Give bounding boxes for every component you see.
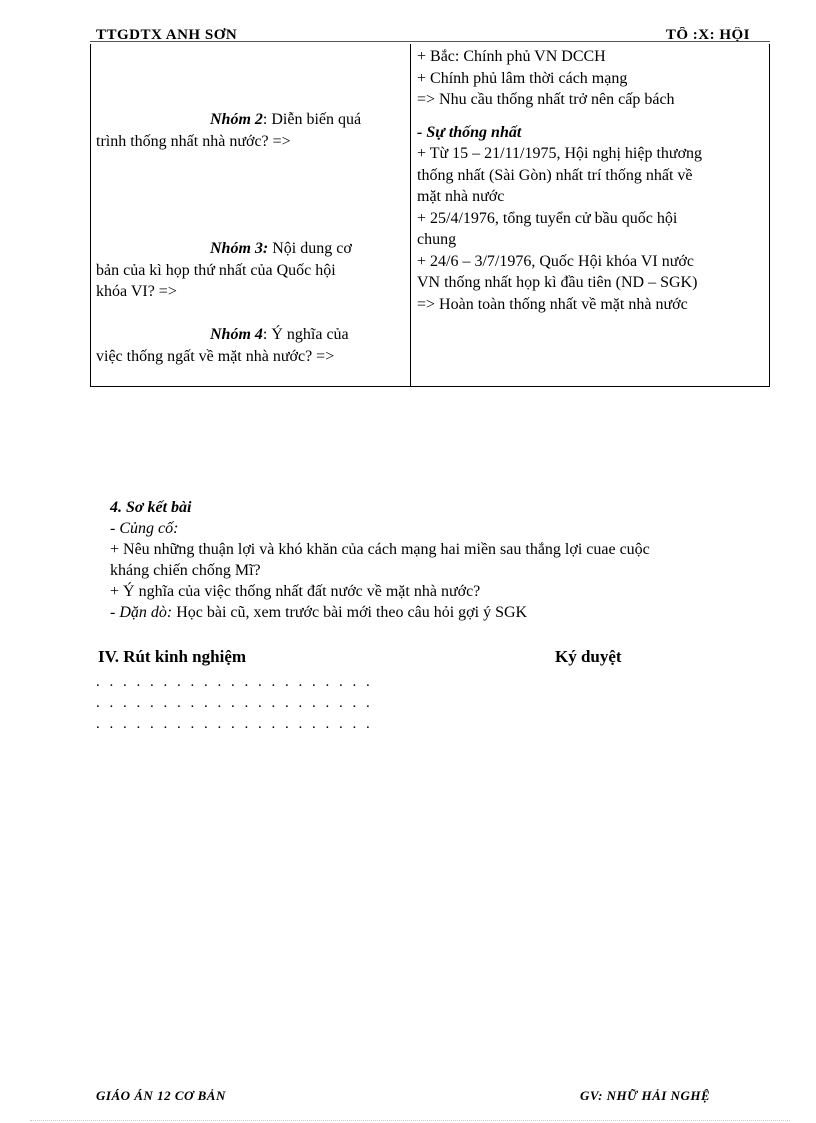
summary-item: + Nêu những thuận lợi và khó khăn của cách mạng hai miền sau thắng lợi cuae cuộc <box>110 541 650 558</box>
answer-line: mặt nhà nước <box>417 188 505 205</box>
dotted-line: . . . . . . . . . . . . . . . . . . . . . <box>96 695 373 711</box>
group2-text-2: trình thống nhất nhà nước? => <box>96 132 291 150</box>
unification-heading: - Sự thống nhất <box>417 123 522 141</box>
answer-line: VN thống nhất họp kì đầu tiên (ND – SGK) <box>417 274 698 291</box>
group3-text-1: Nội dung cơ <box>268 240 352 257</box>
group4-text-2: việc thống ngất về mặt nhà nước? => <box>96 347 335 365</box>
homework-label: - Dặn dò: <box>110 604 173 621</box>
header-school: TTGDTX ANH SƠN <box>96 27 238 41</box>
footer-divider <box>30 1120 790 1121</box>
group2-question <box>96 109 400 152</box>
answer-line: + 25/4/1976, tổng tuyển cử bầu quốc hội <box>417 209 678 227</box>
answer-line: + Từ 15 – 21/11/1975, Hội nghị hiệp thương <box>417 145 703 162</box>
group2-label: Nhóm 2 <box>210 111 263 128</box>
approval-label: Ký duyệt <box>555 647 622 666</box>
summary-item-cont: kháng chiến chống Mĩ? <box>110 562 261 579</box>
group3-text-2: bản của kì họp thứ nhất của Quốc hội <box>96 261 336 279</box>
consolidate-label: - Củng cố: <box>110 520 179 537</box>
summary-item: + Ý nghĩa của việc thống nhất đất nước về mặt nhà nước? <box>110 583 481 600</box>
group2-text-1: : Diễn biến quá <box>262 111 362 128</box>
answer-line: + 24/6 – 3/7/1976, Quốc Hội khóa VI nước <box>417 252 694 270</box>
group4-question <box>96 324 400 367</box>
experience-title: IV. Rút kinh nghiệm <box>98 647 247 666</box>
lesson-summary <box>110 497 790 623</box>
answer-column <box>417 46 767 315</box>
answer-line: + Chính phủ lâm thời cách mạng <box>417 69 628 87</box>
answer-line: + Bắc: Chính phủ VN DCCH <box>417 48 606 65</box>
dotted-line: . . . . . . . . . . . . . . . . . . . . . <box>96 716 373 732</box>
group3-text-3: khóa VI? => <box>96 283 177 300</box>
summary-heading: 4. Sơ kết bài <box>110 499 192 516</box>
dotted-line: . . . . . . . . . . . . . . . . . . . . . <box>96 674 373 690</box>
header-divider <box>90 41 770 42</box>
table-column-divider <box>410 44 411 386</box>
answer-line: => Nhu cầu thống nhất trở nên cấp bách <box>417 91 675 108</box>
footer-teacher: GV: NHỮ HẢI NGHỆ <box>580 1088 711 1103</box>
group4-label: Nhóm 4 <box>210 326 263 343</box>
homework-text: Học bài cũ, xem trước bài mới theo câu hỏi gợi ý SGK <box>172 604 528 621</box>
header-department: TỔ :X: HỘI <box>665 27 750 41</box>
notes-lines <box>96 672 373 735</box>
group3-question <box>96 238 400 303</box>
lesson-table <box>90 44 770 387</box>
answer-line: => Hoàn toàn thống nhất về mặt nhà nước <box>417 295 688 313</box>
group3-label: Nhóm 3: <box>210 240 269 257</box>
footer-course: GIÁO ÁN 12 CƠ BẢN <box>96 1088 226 1103</box>
answer-line: chung <box>417 231 457 248</box>
group4-text-1: : Ý nghĩa của <box>262 326 349 343</box>
answer-line: thống nhất (Sài Gòn) nhất trí thống nhất về <box>417 166 693 184</box>
